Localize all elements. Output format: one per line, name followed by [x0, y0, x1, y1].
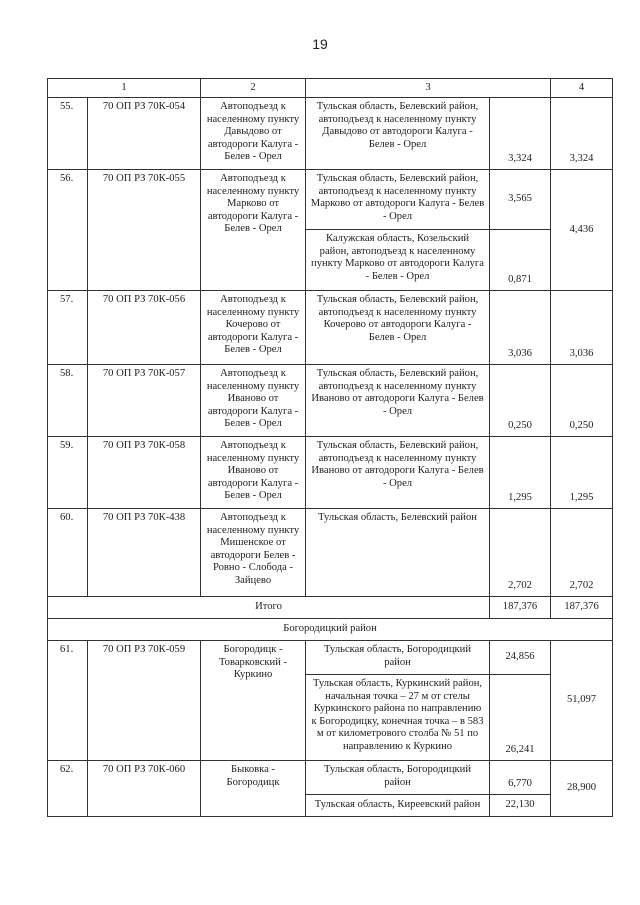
road-code: 70 ОП РЗ 70К-055 [88, 170, 201, 291]
road-location: Тульская область, Белевский район [306, 509, 490, 597]
road-location: Тульская область, Богородицкий район [306, 761, 490, 795]
table-row [48, 641, 613, 675]
page-number: 19 [312, 36, 328, 52]
road-code: 70 ОП РЗ 70К-438 [88, 509, 201, 597]
segment-length-2: 0,871 [490, 230, 551, 291]
total-length: 3,324 [551, 98, 613, 170]
segment-length: 3,565 [490, 170, 551, 230]
table-row [48, 98, 613, 170]
table-row [48, 761, 613, 795]
total-row [48, 597, 613, 619]
segment-length: 3,036 [490, 291, 551, 365]
total-length: 28,900 [551, 761, 613, 817]
road-code: 70 ОП РЗ 70К-058 [88, 437, 201, 509]
section-row [48, 619, 613, 641]
total-length: 51,097 [551, 641, 613, 761]
segment-length: 1,295 [490, 437, 551, 509]
road-name: Автоподъезд к населенному пункту Давыдово от автодороги Калуга - Белев - Орел [201, 98, 306, 170]
road-location: Тульская область, Белевский район, автоподъезд к населенному пункту Кочерово от автодороги Калуга - Белев - Орел [306, 291, 490, 365]
segment-length: 6,770 [490, 761, 551, 795]
total-length: 3,036 [551, 291, 613, 365]
row-number: 55. [48, 98, 88, 170]
road-name: Богородицк - Товарковский - Куркино [201, 641, 306, 761]
total-length: 4,436 [551, 170, 613, 291]
segment-length-2: 26,241 [490, 675, 551, 761]
total-length: 2,702 [551, 509, 613, 597]
road-code: 70 ОП РЗ 70К-059 [88, 641, 201, 761]
total-label: Итого [48, 597, 490, 619]
roads-table [47, 78, 613, 817]
header-col-3: 3 [306, 79, 551, 98]
total-length: 187,376 [551, 597, 613, 619]
header-col-4: 4 [551, 79, 613, 98]
road-name: Быковка - Богородицк [201, 761, 306, 817]
total-length: 0,250 [551, 365, 613, 437]
road-location-2: Тульская область, Куркинский район, начальная точка – 27 м от стелы Куркинского района по направлению к Богородицку, конечная точка – в 583 м от километрового столба № 51 по направлению к Куркино [306, 675, 490, 761]
table-row [48, 170, 613, 230]
table-row [48, 437, 613, 509]
table-row [48, 291, 613, 365]
row-number: 60. [48, 509, 88, 597]
road-location: Тульская область, Белевский район, автоподъезд к населенному пункту Иваново от автодороги Калуга - Белев - Орел [306, 437, 490, 509]
header-col-1: 1 [48, 79, 201, 98]
road-name: Автоподъезд к населенному пункту Мишенское от автодороги Белев - Ровно - Слобода - Зайцево [201, 509, 306, 597]
road-code: 70 ОП РЗ 70К-056 [88, 291, 201, 365]
road-location: Тульская область, Белевский район, автоподъезд к населенному пункту Иваново от автодороги Калуга - Белев - Орел [306, 365, 490, 437]
road-location: Тульская область, Богородицкий район [306, 641, 490, 675]
row-number: 59. [48, 437, 88, 509]
table-row [48, 509, 613, 597]
road-name: Автоподъезд к населенному пункту Иваново от автодороги Калуга - Белев - Орел [201, 437, 306, 509]
road-code: 70 ОП РЗ 70К-060 [88, 761, 201, 817]
road-code: 70 ОП РЗ 70К-054 [88, 98, 201, 170]
total-length: 1,295 [551, 437, 613, 509]
segment-length: 2,702 [490, 509, 551, 597]
road-location-2: Калужская область, Козельский район, автоподъезд к населенному пункту Марково от автодороги Калуга - Белев - Орел [306, 230, 490, 291]
road-name: Автоподъезд к населенному пункту Кочерово от автодороги Калуга - Белев - Орел [201, 291, 306, 365]
row-number: 58. [48, 365, 88, 437]
total-segment-length: 187,376 [490, 597, 551, 619]
road-name: Автоподъезд к населенному пункту Марково от автодороги Калуга - Белев - Орел [201, 170, 306, 291]
header-row [48, 79, 613, 98]
table-row [48, 365, 613, 437]
row-number: 61. [48, 641, 88, 761]
segment-length: 0,250 [490, 365, 551, 437]
section-title: Богородицкий район [48, 619, 613, 641]
road-code: 70 ОП РЗ 70К-057 [88, 365, 201, 437]
segment-length-2: 22,130 [490, 795, 551, 817]
road-name: Автоподъезд к населенному пункту Иваново от автодороги Калуга - Белев - Орел [201, 365, 306, 437]
header-col-2: 2 [201, 79, 306, 98]
segment-length: 3,324 [490, 98, 551, 170]
row-number: 56. [48, 170, 88, 291]
row-number: 62. [48, 761, 88, 817]
road-location-2: Тульская область, Киреевский район [306, 795, 490, 817]
road-location: Тульская область, Белевский район, автоподъезд к населенному пункту Марково от автодороги Калуга - Белев - Орел [306, 170, 490, 230]
row-number: 57. [48, 291, 88, 365]
road-location: Тульская область, Белевский район, автоподъезд к населенному пункту Давыдово от автодороги Калуга - Белев - Орел [306, 98, 490, 170]
segment-length: 24,856 [490, 641, 551, 675]
